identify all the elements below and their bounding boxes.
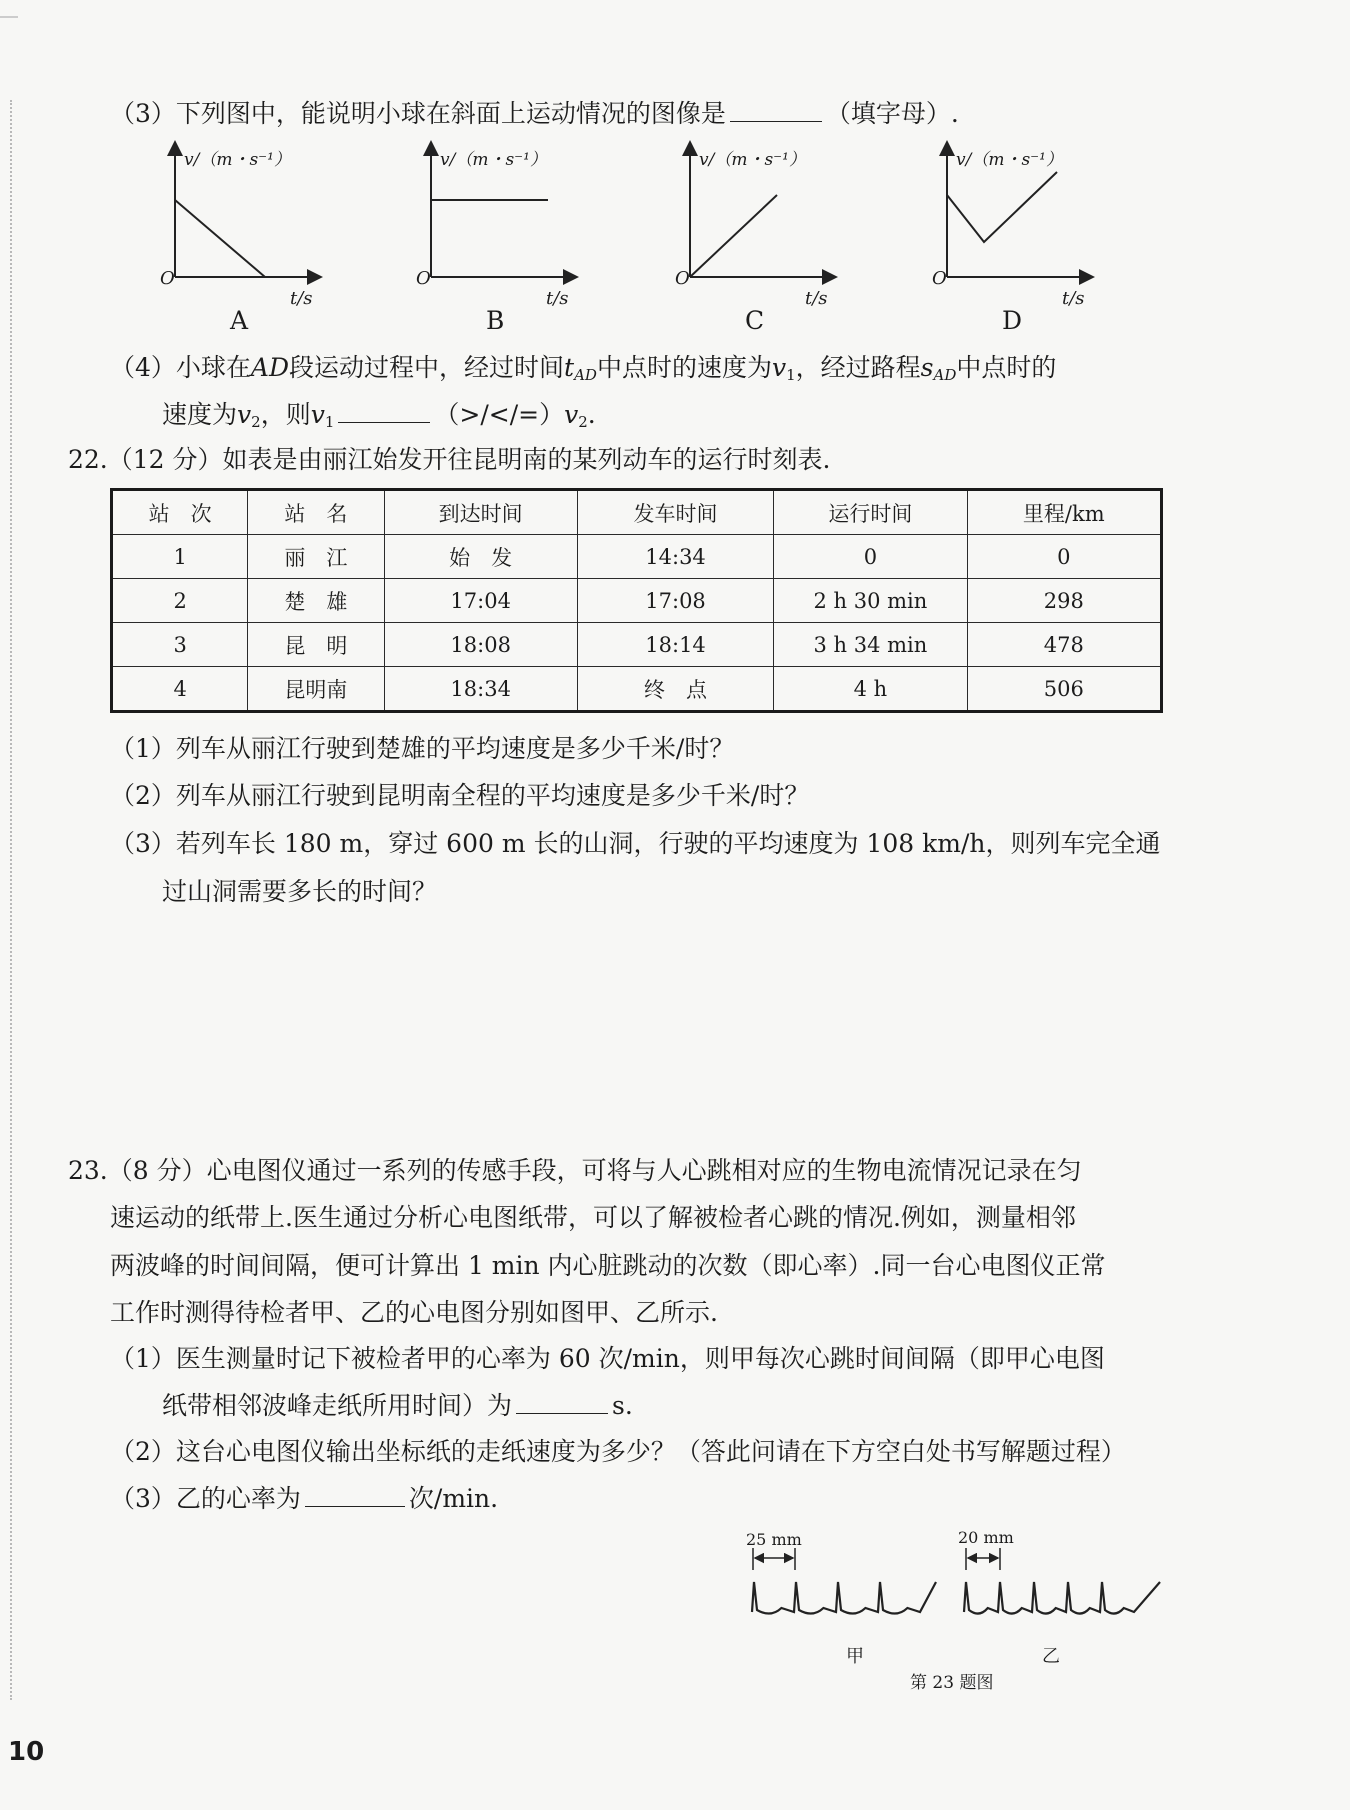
graph-d-ylabel: v/（m・s⁻¹）: [956, 150, 1063, 170]
page-number: 10: [8, 1737, 45, 1767]
q21-part3-blank[interactable]: [730, 99, 822, 122]
graph-b-origin: O: [416, 268, 431, 289]
header-run-time: 运行时间: [774, 490, 967, 535]
graph-a: [150, 140, 340, 335]
q23-part3-prefix: （3）乙的心率为: [110, 1484, 301, 1513]
q22-part3-line2: 过山洞需要多长的时间？: [162, 877, 438, 906]
q21-part4-ad: AD: [250, 353, 290, 382]
table-cell: 14:34: [577, 535, 773, 579]
table-row: [112, 535, 1162, 579]
q23-part3-suffix: 次/min.: [408, 1484, 499, 1513]
q23-part1-suffix: s.: [612, 1391, 633, 1420]
graph-a-origin: O: [160, 268, 175, 289]
ecg-jia-spacing-label: 25 mm: [746, 1530, 802, 1549]
q21-part4-blank[interactable]: [338, 400, 430, 423]
table-cell: 2: [112, 579, 248, 623]
table-cell: 0: [774, 535, 967, 579]
graph-b-xlabel: t/s: [546, 288, 569, 309]
table-cell: 终 点: [577, 667, 773, 712]
table-cell: 18:34: [384, 667, 577, 712]
q23-part1-line1: （1）医生测量时记下被检者甲的心率为 60 次/min，则甲每次心跳时间间隔（即甲心电图: [110, 1344, 1105, 1373]
table-cell: 18:14: [577, 623, 773, 667]
table-cell: 4: [112, 667, 248, 712]
graph-d-xlabel: t/s: [1062, 288, 1085, 309]
q21-part4-line2-a: 速度为: [162, 400, 238, 429]
q21-part4-line2-c: （>/</=）: [434, 400, 565, 429]
q21-part3-suffix: （填字母）.: [825, 99, 959, 128]
table-row: [112, 623, 1162, 667]
q23-line4: 工作时测得待检者甲、乙的心电图分别如图甲、乙所示.: [110, 1298, 718, 1327]
q21-part4-v1: v: [771, 353, 787, 382]
q22-part3-line1: （3）若列车长 180 m，穿过 600 m 长的山洞，行驶的平均速度为 108 km/h，则列车完全通: [110, 829, 1161, 858]
table-cell: 17:04: [384, 579, 577, 623]
table-row: [112, 579, 1162, 623]
table-cell: 0: [967, 535, 1161, 579]
q23-part3-blank[interactable]: [305, 1484, 405, 1507]
table-cell: 昆 明: [248, 623, 384, 667]
q21-part4-b: 段运动过程中，经过时间: [289, 353, 565, 382]
timetable-header-row: [112, 490, 1162, 535]
table-cell: 3 h 34 min: [774, 623, 967, 667]
q21-part4-c: 中点时的速度为: [596, 353, 772, 382]
table-row: [112, 667, 1162, 712]
graph-b: [406, 140, 596, 335]
graph-c-line: [690, 195, 777, 277]
figure-caption: 第 23 题图: [910, 1673, 994, 1693]
graph-c-xlabel: t/s: [805, 288, 828, 309]
table-cell: 18:08: [384, 623, 577, 667]
table-cell: 478: [967, 623, 1161, 667]
graph-d-line: [947, 172, 1057, 242]
q23-line3: 两波峰的时间间隔，便可计算出 1 min 内心脏跳动的次数（即心率）.同一台心电图仪正常: [110, 1251, 1106, 1280]
q21-part4-d: ，经过路程: [795, 353, 921, 382]
q23-part1-blank[interactable]: [516, 1391, 608, 1414]
q21-part4-s: s: [920, 353, 934, 382]
q21-part4-v2bsub: 2: [578, 413, 588, 431]
q21-part4-t: t: [564, 353, 575, 382]
q21-part4-v1b: v: [310, 400, 325, 429]
q21-part4-v2: v: [237, 400, 252, 429]
q22-part2: （2）列车从丽江行驶到昆明南全程的平均速度是多少千米/时？: [110, 781, 810, 810]
ecg-yi-trace: [964, 1582, 1160, 1614]
q23-line2: 速运动的纸带上.医生通过分析心电图纸带，可以了解被检者心跳的情况.例如，测量相邻: [110, 1203, 1076, 1232]
table-cell: 始 发: [384, 535, 577, 579]
q23-line1: 23.（8 分）心电图仪通过一系列的传感手段，可将与人心跳相对应的生物电流情况记录在匀: [68, 1156, 1082, 1185]
q21-part4-v2b: v: [564, 400, 579, 429]
header-station-name: 站 名: [248, 490, 384, 535]
q21-part4-tsub: AD: [574, 366, 597, 384]
timetable: [110, 488, 1163, 713]
table-cell: 2 h 30 min: [774, 579, 967, 623]
table-cell: 298: [967, 579, 1161, 623]
graph-c-ylabel: v/（m・s⁻¹）: [699, 150, 806, 170]
q21-part4-line1: [110, 352, 1056, 391]
q23-part1-prefix: 纸带相邻波峰走纸所用时间）为: [162, 1391, 513, 1420]
q22-intro: 22.（12 分）如表是由丽江始发开往昆明南的某列动车的运行时刻表.: [68, 445, 831, 474]
q23-part1-line2: [162, 1390, 633, 1422]
graph-b-letter: B: [486, 306, 505, 335]
q21-part3-text: [110, 98, 959, 130]
binding-edge: [10, 100, 12, 1700]
ecg-traces: [740, 1530, 1180, 1640]
header-distance: 里程/km: [967, 490, 1161, 535]
graph-c: [665, 140, 855, 335]
q21-part4-ssub: AD: [933, 366, 957, 384]
q23-part3: [110, 1483, 498, 1515]
table-cell: 4 h: [774, 667, 967, 712]
q21-part4-a: （4）小球在: [110, 353, 251, 382]
ecg-jia-wave: [752, 1582, 936, 1614]
ecg-jia-trace: [752, 1582, 936, 1614]
q21-part4-line2-b: ，则: [260, 400, 311, 429]
page-corner-mark: [0, 16, 18, 18]
header-arrival: 到达时间: [384, 490, 577, 535]
ecg-yi-label: 乙: [1042, 1646, 1060, 1667]
graph-a-line: [175, 200, 265, 277]
q21-part4-line2: [162, 399, 596, 438]
q21-part3-prefix: （3）下列图中，能说明小球在斜面上运动情况的图像是: [110, 99, 726, 128]
graph-a-xlabel: t/s: [290, 288, 313, 309]
q22-part1: （1）列车从丽江行驶到楚雄的平均速度是多少千米/时？: [110, 734, 735, 763]
graph-a-letter: A: [230, 306, 249, 335]
graph-d: [922, 140, 1112, 335]
graph-c-letter: C: [745, 306, 765, 335]
header-station-no: 站 次: [112, 490, 248, 535]
graph-a-ylabel: v/（m・s⁻¹）: [184, 150, 291, 170]
table-cell: 1: [112, 535, 248, 579]
table-cell: 昆明南: [248, 667, 384, 712]
q21-part4-line2-d: .: [587, 400, 596, 429]
ecg-yi-wave: [964, 1582, 1160, 1614]
table-cell: 17:08: [577, 579, 773, 623]
header-departure: 发车时间: [577, 490, 773, 535]
q21-part4-e: 中点时的: [956, 353, 1057, 382]
table-cell: 楚 雄: [248, 579, 384, 623]
graph-c-origin: O: [675, 268, 690, 289]
ecg-figure: [740, 1528, 1180, 1667]
ecg-yi-spacing-label: 20 mm: [958, 1528, 1014, 1547]
q21-part4-v2sub: 2: [251, 413, 261, 431]
q21-part4-v1bsub: 1: [324, 413, 335, 431]
q23-part2: （2）这台心电图仪输出坐标纸的走纸速度为多少？（答此问请在下方空白处书写解题过程）: [110, 1437, 1126, 1466]
ecg-jia-label: 甲: [846, 1646, 864, 1667]
graph-b-ylabel: v/（m・s⁻¹）: [440, 150, 547, 170]
graph-d-origin: O: [932, 268, 947, 289]
graph-d-letter: D: [1002, 306, 1023, 335]
q21-part4-v1sub: 1: [786, 366, 796, 384]
table-cell: 丽 江: [248, 535, 384, 579]
table-cell: 3: [112, 623, 248, 667]
table-cell: 506: [967, 667, 1161, 712]
